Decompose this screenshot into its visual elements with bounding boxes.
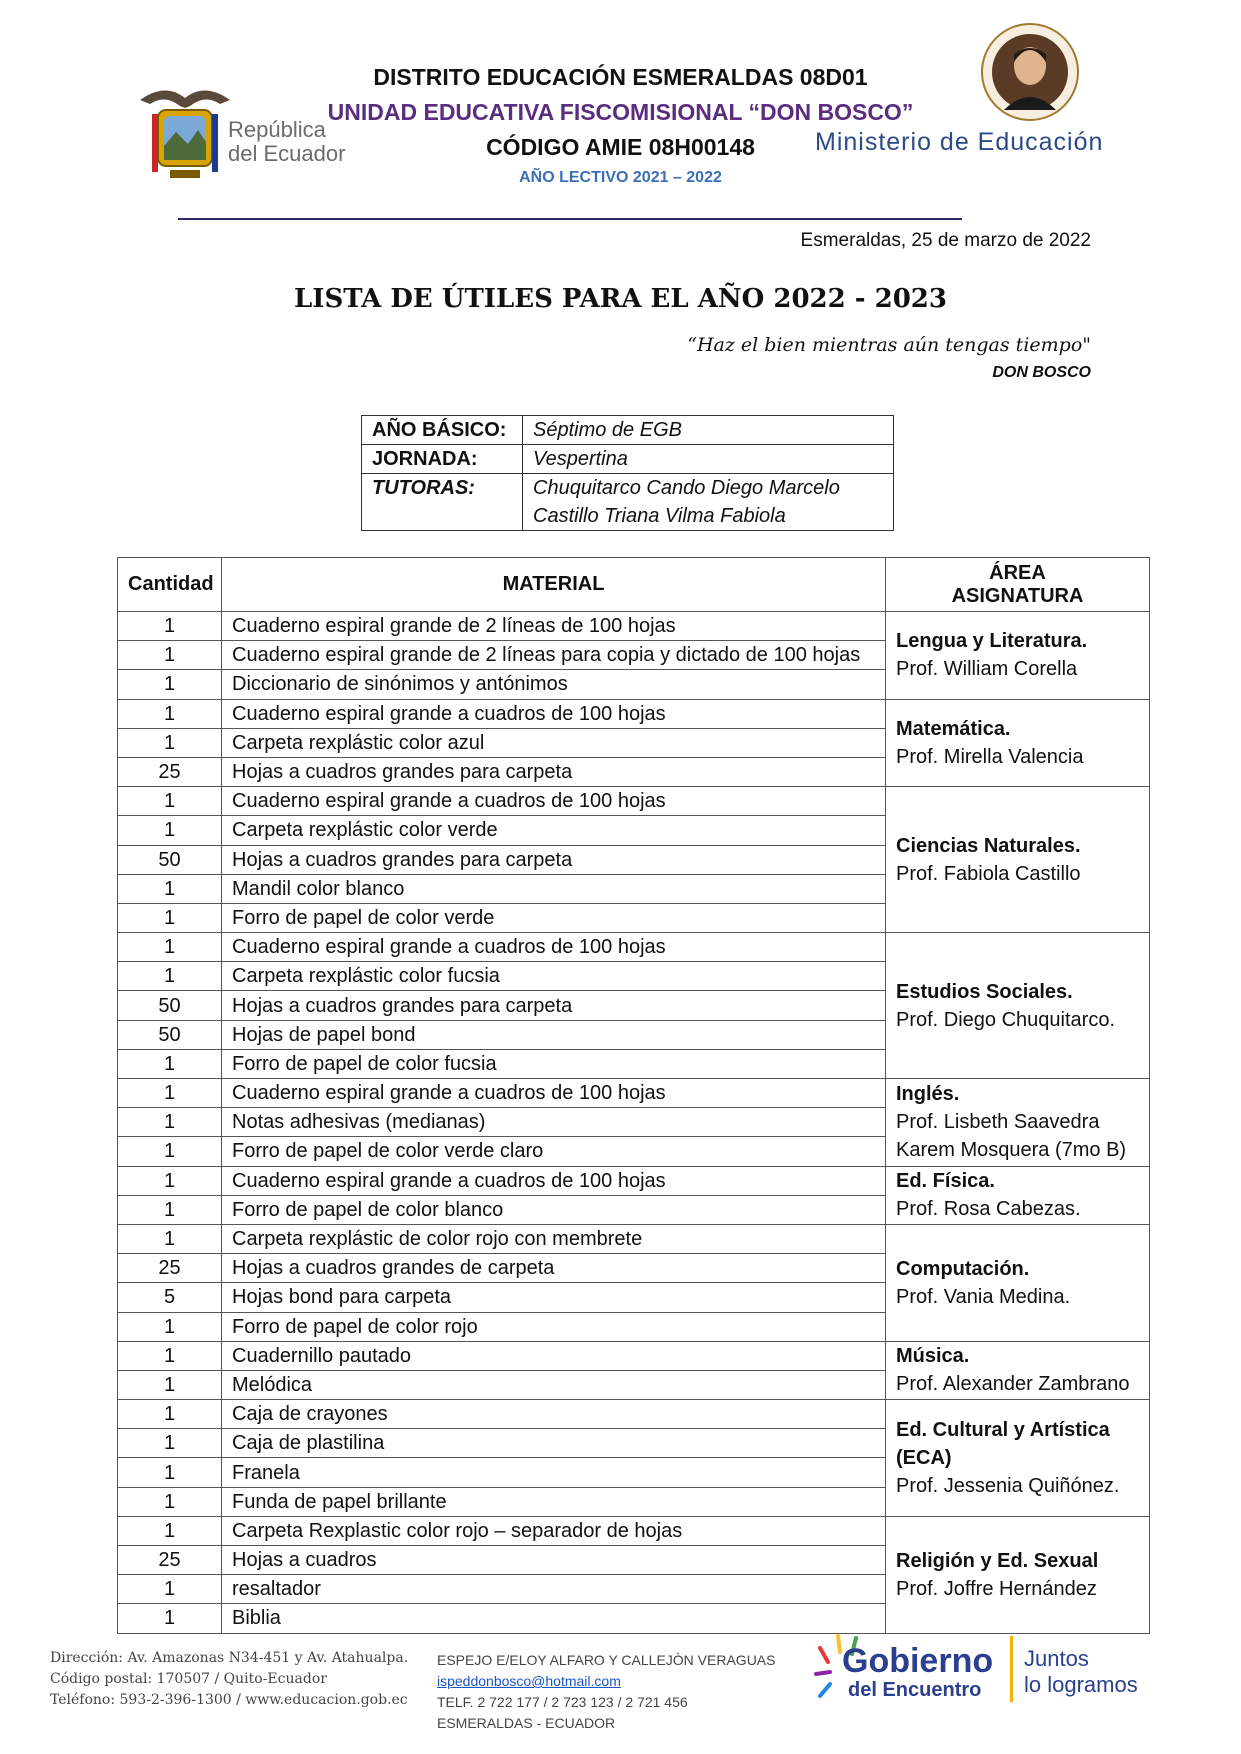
table-header-row [118, 558, 1150, 612]
material-cell: Carpeta rexplástic de color rojo con membrete [222, 1224, 886, 1253]
document-date: Esmeraldas, 25 de marzo de 2022 [800, 230, 1091, 251]
material-cell: Carpeta Rexplastic color rojo – separador de hojas [222, 1516, 886, 1545]
course-info-table [361, 415, 894, 531]
table-row [118, 699, 1150, 728]
footer-direccion: Dirección: Av. Amazonas N34-451 y Av. Atahualpa. [50, 1650, 409, 1666]
subject-name: Matemática. [896, 717, 1011, 740]
material-cell: Forro de papel de color blanco [222, 1195, 886, 1224]
subject-name: Lengua y Literatura. [896, 630, 1088, 653]
subject-area-cell [886, 1341, 1150, 1399]
material-cell: Hojas bond para carpeta [222, 1283, 886, 1312]
teacher-name: Prof. Lisbeth Saavedra [896, 1111, 1100, 1134]
table-row [118, 1224, 1150, 1253]
material-cell: Hojas a cuadros grandes para carpeta [222, 991, 886, 1020]
district-title: DISTRITO EDUCACIÓN ESMERALDAS 08D01 [373, 64, 868, 90]
ministerio-educacion-text: Ministerio de Educación [815, 128, 1104, 156]
quantity-cell: 1 [118, 670, 222, 699]
info-value: Séptimo de EGB [523, 416, 894, 445]
quantity-cell: 50 [118, 845, 222, 874]
gobierno-del-encuentro-logo [812, 1628, 1172, 1710]
material-cell: Forro de papel de color verde claro [222, 1137, 886, 1166]
header-area-line1: ÁREA [989, 561, 1046, 584]
subject-area-cell [886, 612, 1150, 700]
subject-area-cell [886, 1224, 1150, 1341]
teacher-name: Prof. William Corella [896, 658, 1078, 681]
quantity-cell: 1 [118, 933, 222, 962]
material-cell: Notas adhesivas (medianas) [222, 1108, 886, 1137]
quantity-cell: 1 [118, 787, 222, 816]
supplies-body [118, 612, 1150, 1634]
info-value: Vespertina [523, 445, 894, 474]
quantity-cell: 1 [118, 612, 222, 641]
quantity-cell: 1 [118, 816, 222, 845]
table-row [118, 1166, 1150, 1195]
info-label: TUTORAS: [362, 474, 523, 531]
material-cell: Hojas a cuadros grandes de carpeta [222, 1254, 886, 1283]
info-label: AÑO BÁSICO: [362, 416, 523, 445]
quantity-cell: 1 [118, 1166, 222, 1195]
teacher-name: Prof. Diego Chuquitarco. [896, 1008, 1116, 1031]
teacher-name: Prof. Jessenia Quiñónez. [896, 1474, 1120, 1497]
material-cell: Forro de papel de color verde [222, 903, 886, 932]
subject-area-cell [886, 1079, 1150, 1167]
subject-name: Música. [896, 1345, 970, 1368]
teacher-name: Prof. Rosa Cabezas. [896, 1198, 1081, 1221]
subject-area-cell [886, 933, 1150, 1079]
subject-name: Ciencias Naturales. [896, 834, 1081, 857]
school-name: UNIDAD EDUCATIVA FISCOMISIONAL “DON BOSCO” [327, 99, 914, 125]
quantity-cell: 1 [118, 1458, 222, 1487]
quantity-cell: 5 [118, 1283, 222, 1312]
tutor-name: Chuquitarco Cando Diego Marcelo [533, 477, 840, 499]
quantity-cell: 1 [118, 1312, 222, 1341]
material-cell: Forro de papel de color fucsia [222, 1049, 886, 1078]
material-cell: Franela [222, 1458, 886, 1487]
table-row [118, 1400, 1150, 1429]
teacher-name: Prof. Joffre Hernández [896, 1577, 1097, 1600]
footer-telefono: Teléfono: 593-2-396-1300 / www.educacion.gob.ec [50, 1692, 408, 1708]
subject-name: Ed. Física. [896, 1170, 995, 1193]
table-row [118, 787, 1150, 816]
material-cell: Cuaderno espiral grande a cuadros de 100 hojas [222, 787, 886, 816]
material-cell: Hojas de papel bond [222, 1020, 886, 1049]
footer-postal: Código postal: 170507 / Quito-Ecuador [50, 1671, 327, 1687]
info-value [523, 474, 894, 531]
info-row-anio [362, 416, 894, 445]
school-year: AÑO LECTIVO 2021 – 2022 [519, 169, 722, 186]
subject-name: Estudios Sociales. [896, 980, 1073, 1003]
material-cell: Mandil color blanco [222, 874, 886, 903]
subject-area-cell [886, 787, 1150, 933]
quantity-cell: 1 [118, 1137, 222, 1166]
quantity-cell: 1 [118, 1604, 222, 1633]
footer-school-city: ESMERALDAS - ECUADOR [437, 1715, 616, 1731]
quantity-cell: 1 [118, 1108, 222, 1137]
material-cell: Diccionario de sinónimos y antónimos [222, 670, 886, 699]
quantity-cell: 1 [118, 874, 222, 903]
quantity-cell: 1 [118, 1049, 222, 1078]
quantity-cell: 1 [118, 728, 222, 757]
quantity-cell: 50 [118, 991, 222, 1020]
subject-area-cell [886, 1166, 1150, 1224]
quantity-cell: 1 [118, 1195, 222, 1224]
logramos-word: lo logramos [1024, 1672, 1138, 1697]
subject-name: Computación. [896, 1257, 1030, 1280]
footer-school-phones: TELF. 2 722 177 / 2 723 123 / 2 721 456 [437, 1694, 688, 1710]
footer-school-address: ESPEJO E/ELOY ALFARO Y CALLEJÒN VERAGUAS [437, 1652, 776, 1668]
tutor-name: Castillo Triana Vilma Fabiola [533, 505, 786, 527]
header-divider [178, 218, 962, 220]
header-cantidad: Cantidad [118, 558, 222, 612]
juntos-word: Juntos [1024, 1646, 1089, 1671]
subject-name: Religión y Ed. Sexual [896, 1549, 1099, 1572]
table-row [118, 1079, 1150, 1108]
material-cell: Cuaderno espiral grande de 2 líneas para copia y dictado de 100 hojas [222, 641, 886, 670]
material-cell: Cuaderno espiral grande a cuadros de 100 hojas [222, 699, 886, 728]
material-cell: Caja de plastilina [222, 1429, 886, 1458]
material-cell: Hojas a cuadros grandes para carpeta [222, 757, 886, 786]
quantity-cell: 1 [118, 903, 222, 932]
quote-author: DON BOSCO [992, 364, 1091, 381]
supplies-table [117, 557, 1150, 1634]
teacher-name: Prof. Fabiola Castillo [896, 862, 1081, 885]
teacher-name: Karem Mosquera (7mo B) [896, 1139, 1127, 1162]
amie-code: CÓDIGO AMIE 08H00148 [486, 134, 755, 160]
quantity-cell: 1 [118, 1575, 222, 1604]
material-cell: Carpeta rexplástic color fucsia [222, 962, 886, 991]
subject-area-cell [886, 699, 1150, 787]
header-area [886, 558, 1150, 612]
teacher-name: Prof. Alexander Zambrano [896, 1373, 1130, 1396]
quantity-cell: 1 [118, 1370, 222, 1399]
footer-email-link[interactable]: ispeddonbosco@hotmail.com [437, 1673, 621, 1689]
material-cell: Cuaderno espiral grande a cuadros de 100 hojas [222, 1079, 886, 1108]
subject-name: Ed. Cultural y Artística (ECA) [896, 1418, 1110, 1469]
quantity-cell: 1 [118, 1487, 222, 1516]
quantity-cell: 1 [118, 1079, 222, 1108]
subject-area-cell [886, 1400, 1150, 1517]
material-cell: Cuaderno espiral grande a cuadros de 100 hojas [222, 1166, 886, 1195]
quantity-cell: 1 [118, 962, 222, 991]
material-cell: Melódica [222, 1370, 886, 1399]
table-row [118, 1341, 1150, 1370]
header-area-line2: ASIGNATURA [951, 584, 1084, 607]
material-cell: Biblia [222, 1604, 886, 1633]
header-material: MATERIAL [222, 558, 886, 612]
quantity-cell: 25 [118, 1254, 222, 1283]
quantity-cell: 1 [118, 1429, 222, 1458]
material-cell: Caja de crayones [222, 1400, 886, 1429]
quote-text: “Haz el bien mientras aún tengas tiempo" [687, 334, 1091, 356]
info-row-jornada [362, 445, 894, 474]
material-cell: Hojas a cuadros [222, 1546, 886, 1575]
don-bosco-seal-icon [980, 22, 1080, 122]
material-cell: Carpeta rexplástic color azul [222, 728, 886, 757]
material-cell: Cuadernillo pautado [222, 1341, 886, 1370]
material-cell: resaltador [222, 1575, 886, 1604]
encuentro-word: del Encuentro [848, 1679, 982, 1701]
table-row [118, 1516, 1150, 1545]
quantity-cell: 1 [118, 1224, 222, 1253]
material-cell: Cuaderno espiral grande de 2 líneas de 100 hojas [222, 612, 886, 641]
quantity-cell: 1 [118, 1341, 222, 1370]
material-cell: Forro de papel de color rojo [222, 1312, 886, 1341]
quantity-cell: 1 [118, 1516, 222, 1545]
table-row [118, 612, 1150, 641]
quantity-cell: 50 [118, 1020, 222, 1049]
material-cell: Carpeta rexplástic color verde [222, 816, 886, 845]
republica-line1: República [228, 117, 326, 142]
quantity-cell: 1 [118, 1400, 222, 1429]
quantity-cell: 1 [118, 699, 222, 728]
material-cell: Cuaderno espiral grande a cuadros de 100 hojas [222, 933, 886, 962]
teacher-name: Prof. Vania Medina. [896, 1285, 1071, 1308]
material-cell: Funda de papel brillante [222, 1487, 886, 1516]
info-label: JORNADA: [362, 445, 523, 474]
quantity-cell: 25 [118, 757, 222, 786]
school-contact [437, 1650, 775, 1734]
table-row [118, 933, 1150, 962]
subject-name: Inglés. [896, 1083, 960, 1106]
republica-line2: del Ecuador [228, 141, 346, 166]
info-row-tutoras [362, 474, 894, 531]
gobierno-word: Gobierno [842, 1642, 994, 1680]
ministry-address [50, 1648, 408, 1711]
subject-area-cell [886, 1516, 1150, 1633]
quantity-cell: 25 [118, 1546, 222, 1575]
document-title: LISTA DE ÚTILES PARA EL AÑO 2022 - 2023 [294, 284, 947, 314]
teacher-name: Prof. Mirella Valencia [896, 745, 1084, 768]
material-cell: Hojas a cuadros grandes para carpeta [222, 845, 886, 874]
quantity-cell: 1 [118, 641, 222, 670]
